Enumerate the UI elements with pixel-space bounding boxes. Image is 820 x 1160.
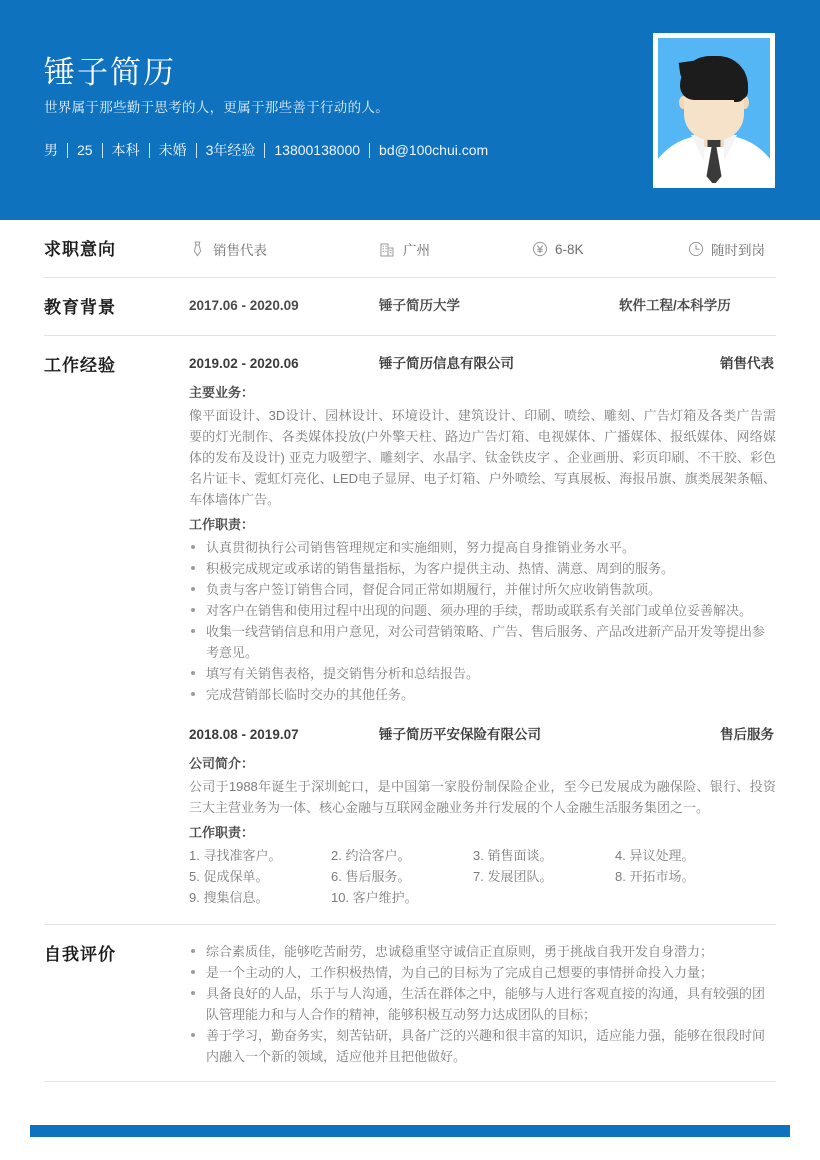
avatar-collar-right xyxy=(724,135,737,161)
meta-divider xyxy=(149,143,150,158)
footer-accent-bar xyxy=(30,1125,790,1137)
objective-salary xyxy=(531,241,687,258)
work-date: 2018.08 - 2019.07 xyxy=(189,727,299,742)
meta-phone: 13800138000 xyxy=(274,142,361,158)
education-major: 软件工程/本科学历 xyxy=(619,298,731,313)
education-school: 锤子简历大学 xyxy=(379,298,460,313)
page-title: 锤子简历 xyxy=(44,55,176,90)
education-entry xyxy=(189,294,776,318)
objective-availability-label: 随时到岗 xyxy=(711,243,765,258)
section-title-job-objective: 求职意向 xyxy=(44,240,116,259)
work-entry xyxy=(189,723,776,908)
list-item: 7. 发展团队。 xyxy=(473,869,553,884)
avatar-hair-side xyxy=(734,68,745,102)
section-title-self-evaluation: 自我评价 xyxy=(44,945,116,964)
list-item: 综合素质佳，能够吃苦耐劳，忠诚稳重坚守诚信正直原则，勇于挑战自我开发自身潜力； xyxy=(189,941,776,962)
self-evaluation-list xyxy=(189,941,776,1067)
resume-header xyxy=(0,0,820,220)
work-company: 锤子简历平安保险有限公司 xyxy=(379,727,541,742)
objective-position-label: 销售代表 xyxy=(213,243,267,258)
list-item: 10. 客户维护。 xyxy=(331,890,418,905)
list-item: 完成营销部长临时交办的其他任务。 xyxy=(189,684,776,705)
objective-position xyxy=(189,239,379,259)
work-entry-header xyxy=(189,352,776,376)
list-item: 积极完成规定或承诺的销售量指标，为客户提供主动、热情、满意、周到的服务。 xyxy=(189,558,776,579)
work-date: 2019.02 - 2020.06 xyxy=(189,356,299,371)
list-item: 填写有关销售表格，提交销售分析和总结报告。 xyxy=(189,663,776,684)
objective-salary-label: 6-8K xyxy=(555,241,584,257)
header-meta-list xyxy=(44,140,604,160)
meta-email: bd@100chui.com xyxy=(379,142,489,158)
meta-divider xyxy=(67,143,68,158)
list-item: 5. 促成保单。 xyxy=(189,869,269,884)
section-title-education: 教育背景 xyxy=(44,298,116,317)
work-business-text: 像平面设计、3D设计、园林设计、环境设计、建筑设计、印刷、喷绘、雕刻、广告灯箱及各类广告需要的灯光制作、各类媒体投放(户外擎天柱、路边广告灯箱、电视媒体、广播媒体、报纸媒体、网络媒体的发布及设计) 亚克力吸塑字、雕刻字、水晶字、钛金铁皮字 、企业画册、彩页印刷、不干胶、彩色名片证卡、霓虹灯亮化、LED电子显屏、电子灯箱、户外喷绘、写真展板、海报吊旗、旗类展架条幅、车体墙体广告。 xyxy=(189,408,776,507)
work-role: 销售代表 xyxy=(720,356,774,371)
work-numbered-duties xyxy=(189,845,776,908)
table-row xyxy=(189,887,776,908)
clock-icon xyxy=(687,241,704,258)
meta-divider xyxy=(102,143,103,158)
section-education xyxy=(44,278,776,336)
work-intro-label: 公司简介： xyxy=(189,756,255,771)
avatar xyxy=(653,33,775,188)
objective-city-label: 广州 xyxy=(403,243,430,258)
section-work-experience xyxy=(44,336,776,925)
work-duties-label: 工作职责： xyxy=(189,825,255,840)
list-item: 6. 售后服务。 xyxy=(331,869,411,884)
list-item: 2. 约洽客户。 xyxy=(331,848,411,863)
list-item: 3. 销售面谈。 xyxy=(473,848,553,863)
list-item: 负责与客户签订销售合同，督促合同正常如期履行，并催讨所欠应收销售款项。 xyxy=(189,579,776,600)
meta-divider xyxy=(369,143,370,158)
work-duties-label: 工作职责： xyxy=(189,517,255,532)
list-item: 具备良好的人品，乐于与人沟通，生活在群体之中，能够与人进行客观直接的沟通，具有较强的团队管理能力和与人合作的精神，能够积极互动努力达成团队的目标； xyxy=(189,983,776,1025)
work-entry xyxy=(189,352,776,705)
objective-availability xyxy=(687,239,765,259)
work-entry-header xyxy=(189,723,776,747)
objective-row xyxy=(189,236,776,262)
work-intro-text: 公司于1988年诞生于深圳蛇口，是中国第一家股份制保险企业，至今已发展成为融保险、银行、投资三大主营业务为一体、核心金融与互联网金融业务并行发展的个人金融生活服务集团之一。 xyxy=(189,779,776,815)
list-item xyxy=(615,887,757,908)
section-self-evaluation xyxy=(44,925,776,1082)
list-item: 善于学习，勤奋务实，刻苦钻研，具备广泛的兴趣和很丰富的知识，适应能力强，能够在很段时间内融入一个新的领域，适应他并且把他做好。 xyxy=(189,1025,776,1067)
building-icon xyxy=(379,241,396,258)
meta-gender: 男 xyxy=(44,142,58,158)
yen-coin-icon xyxy=(531,241,548,258)
education-date: 2017.06 - 2020.09 xyxy=(189,298,299,313)
avatar-illustration xyxy=(658,38,770,183)
meta-divider xyxy=(196,143,197,158)
list-item: 8. 开拓市场。 xyxy=(615,869,695,884)
meta-marital-status: 未婚 xyxy=(158,142,187,158)
list-item: 对客户在销售和使用过程中出现的问题、须办理的手续，帮助或联系有关部门或单位妥善解决。 xyxy=(189,600,776,621)
list-item: 认真贯彻执行公司销售管理规定和实施细则，努力提高自身推销业务水平。 xyxy=(189,537,776,558)
section-title-work-experience: 工作经验 xyxy=(44,356,116,375)
meta-age: 25 xyxy=(77,142,93,158)
resume-body xyxy=(0,220,820,1082)
meta-divider xyxy=(264,143,265,158)
list-item: 9. 搜集信息。 xyxy=(189,890,269,905)
section-job-objective xyxy=(44,220,776,278)
list-item: 1. 寻找准客户。 xyxy=(189,848,282,863)
list-item: 是一个主动的人，工作积极热情，为自己的目标为了完成自己想要的事情拼命投入力量； xyxy=(189,962,776,983)
list-item xyxy=(473,887,615,908)
table-row xyxy=(189,866,776,887)
objective-city xyxy=(379,239,531,259)
meta-experience: 3年经验 xyxy=(205,142,256,158)
work-role: 售后服务 xyxy=(720,727,774,742)
work-business-label: 主要业务： xyxy=(189,385,255,400)
work-duties-list xyxy=(189,537,776,705)
header-text-block xyxy=(44,54,604,160)
table-row xyxy=(189,845,776,866)
list-item: 4. 异议处理。 xyxy=(615,848,695,863)
necktie-icon xyxy=(189,241,206,258)
header-slogan: 世界属于那些勤于思考的人，更属于那些善于行动的人。 xyxy=(44,100,389,115)
meta-degree: 本科 xyxy=(111,142,140,158)
work-company: 锤子简历信息有限公司 xyxy=(379,356,514,371)
list-item: 收集一线营销信息和用户意见，对公司营销策略、广告、售后服务、产品改进新产品开发等提出参考意见。 xyxy=(189,621,776,663)
